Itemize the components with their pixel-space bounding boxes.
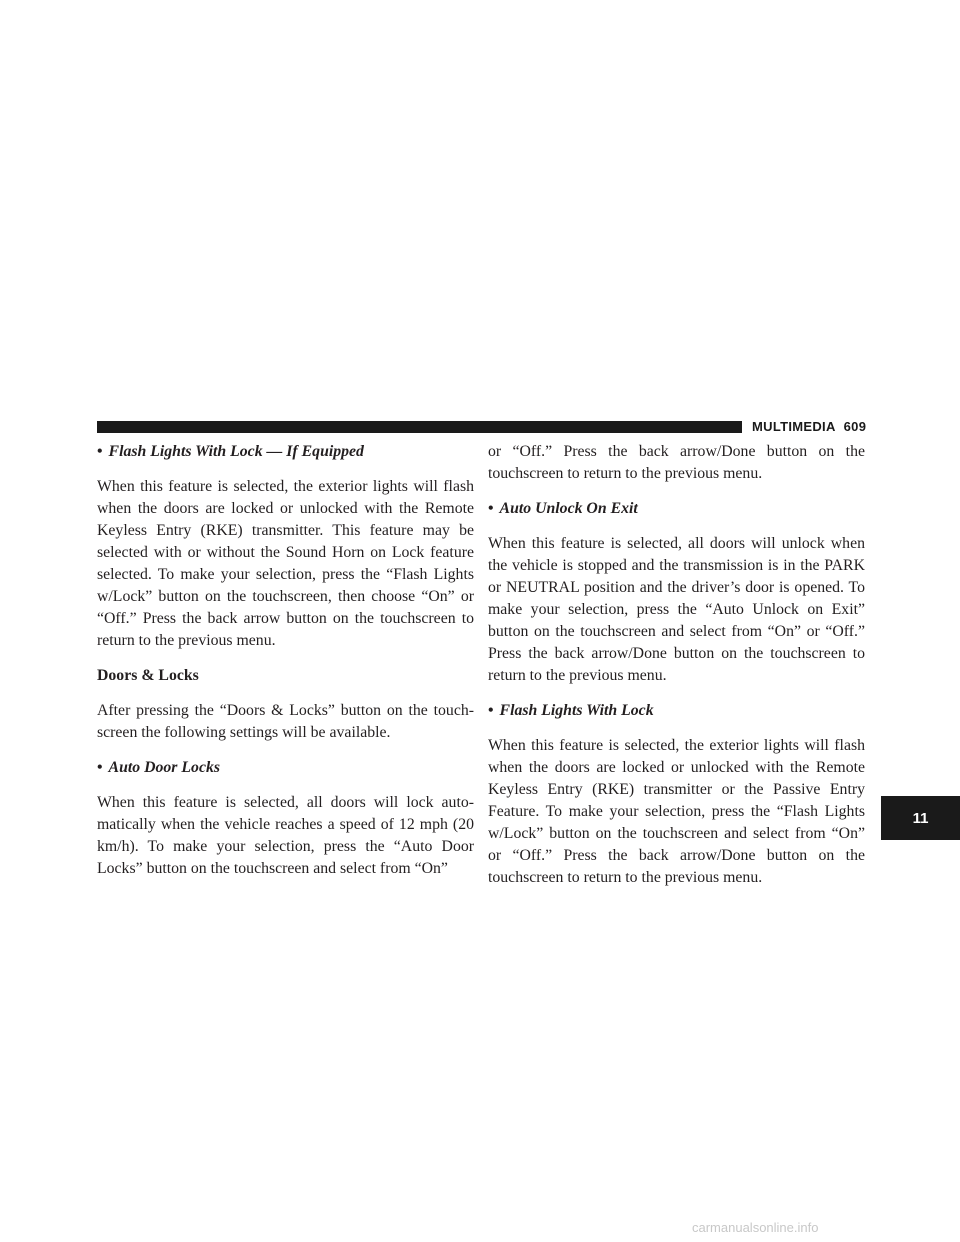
section-title: MULTIMEDIA	[752, 419, 836, 434]
running-header	[752, 419, 866, 434]
bullet-flash-lights-with-lock: • Flash Lights With Lock	[488, 702, 654, 719]
bullet-icon: •	[97, 443, 103, 460]
paragraph-auto-unlock-desc: When this feature is selected, all doors will unlock when the vehicle is stopped and the transmission is in the PARK or NEUTRAL position and the driver’s door is opened. To make your selection, press the “Auto Unlock on Exit” button on the touchscreen and select from “On” or “Off.” Press the back arrow/Done button on the touchscreen to return to the previous menu.	[488, 535, 865, 684]
page-number: 609	[843, 419, 867, 434]
bullet-auto-door-locks: • Auto Door Locks	[97, 759, 220, 776]
chapter-tab: 11	[881, 796, 960, 840]
bullet-icon: •	[488, 500, 494, 517]
bullet-icon: •	[97, 759, 103, 776]
paragraph-flash-lights-with-lock-desc: When this feature is selected, the exterior lights will flash when the doors are locked or unlocked with the Remote Keyless Entry (RKE) transmitter or the Passive Entry Feature. To make your selection, press the “Flash Lights w/Lock” button on the touchscreen and select from “On” or “Off.” Press the back arrow/Done button on the touchscreen to return to the previous menu.	[488, 737, 865, 886]
bullet-auto-unlock-on-exit: • Auto Unlock On Exit	[488, 500, 638, 517]
right-column	[488, 441, 865, 902]
paragraph-auto-door-locks-desc: When this feature is selected, all doors will lock auto-matically when the vehicle reaches a speed of 12 mph (20 km/h). To make your selection, press the “Auto Door Locks” button on the touchscreen and select from “On”	[97, 794, 474, 877]
bullet-icon: •	[488, 702, 494, 719]
heading-doors-locks: Doors & Locks	[97, 667, 199, 684]
paragraph-flash-lights-desc: When this feature is selected, the exterior lights will flash when the doors are locked or unlocked with the Remote Keyless Entry (RKE) transmitter. This feature may be selected with or without the Sound Horn on Lock feature selected. To make your selection, press the “Flash Lights w/Lock” button on the touchscreen, then choose “On” or “Off.” Press the back arrow button on the touchscreen to return to the previous menu.	[97, 478, 474, 649]
footer-watermark: carmanualsonline.info	[692, 1220, 819, 1235]
header-rule	[97, 421, 742, 433]
bullet-flash-lights-if-equipped: • Flash Lights With Lock — If Equipped	[97, 443, 364, 460]
left-column	[97, 441, 474, 893]
paragraph-doors-locks-intro: After pressing the “Doors & Locks” button on the touch-screen the following settings will be available.	[97, 702, 474, 741]
paragraph-auto-door-locks-cont: or “Off.” Press the back arrow/Done button on the touchscreen to return to the previous menu.	[488, 443, 865, 482]
